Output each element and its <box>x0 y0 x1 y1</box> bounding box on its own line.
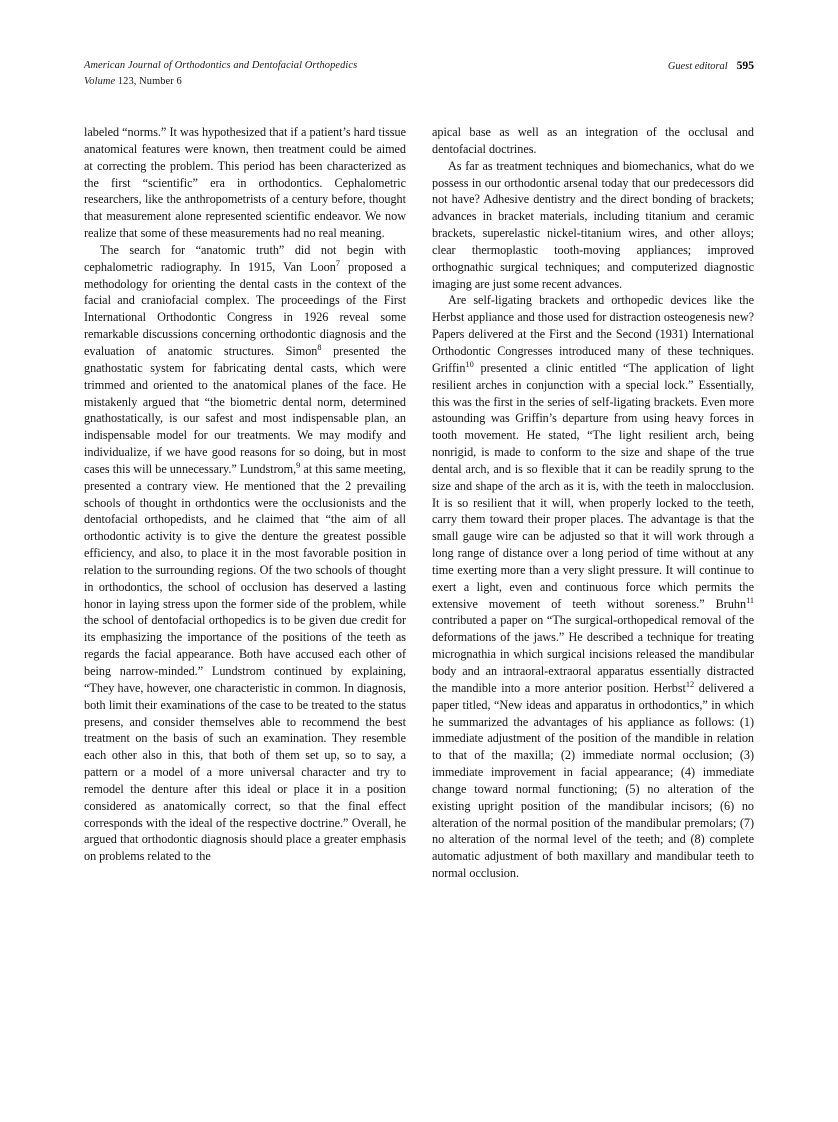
section-label: Guest editoral <box>667 61 728 72</box>
running-head-left <box>84 58 357 89</box>
reference-marker: 9 <box>296 460 301 470</box>
volume-number: 123, Number 6 <box>117 75 182 87</box>
para-self-ligating: Are self-ligating brackets and orthopedic devices like the Herbst appliance and those used for distraction osteogenesis new? Papers delivered at the First and the Second (1931) International Orthodontic Congresses introduced many of these techniques. Griffin$^{10}$ presented a clinic entitled “The application of light resilient arches in conjunction with a special lock.” Essentially, this was the first in the series of self-ligating brackets. Even more astounding was Griffin’s departure from using heavy forces in tooth movement. He stated, “The light resilient arch, being nonrigid, is made to conform to the size and shape of the true dental arch, and is so flexible that it can be readily sprung to the size and shape of the arch as it is, with the teeth in malocclusion. It is so resilient that it will, when properly locked to the teeth, carry them toward their proper places. The advantage is that the small gauge wire can be adjusted so that it will work through a long range of distance over a long period of time without at any time exerting more than a very slight pressure. It will continue to exert a light, even and continuous force which permits the extensive movement of teeth without soreness.” Bruhn$^{11}$ contributed a paper on “The surgical-orthopedical removal of the deformations of the jaws.” He described a technique for treating micrognathia in which surgical incisions released the mandibular body and an intraoral-extraoral apparatus essentially distracted the mandible into a more anterior position. Herbst$^{12}$ delivered a paper titled, “New ideas and apparatus in orthodontics,” in which he summarized the advantages of his appliance as follows: (1) immediate adjustment of the position of the mandible in relation to that of the maxilla; (2) immediate normal occlusion; (3) immediate improvement in facial appearance; (4) immediate change toward normal functioning; (5) no alteration of the existing upright position of the mandibular incisors; (6) no alteration of the normal position of the mandibular premolars; (7) no alteration of the normal level of the teeth; and (8) complete automatic adjustment of both maxillary and mandibular teeth to normal occlusion. <box>432 293 754 881</box>
left-column <box>84 124 406 1054</box>
reference-marker: 11 <box>746 595 754 605</box>
para-norms: labeled “norms.” It was hypothesized that if a patient’s hard tissue anatomical features were known, then treatment could be aimed at correcting the problem. This period has been characterized as the first “scientific” era in orthodontics. Cephalometric researchers, like the anthropometrists of a century before, thought that measurement alone represented scientific endeavor. We now realize that some of these measurements had no real meaning. <box>84 125 406 241</box>
para-anatomic-truth: The search for “anatomic truth” did not begin with cephalometric radiography. In 1915, Van Loon$^7$ proposed a methodology for orienting the dental casts in the context of the facial and craniofacial complex. The proceedings of the First International Orthodontic Congress in 1926 reveal some remarkable discussions concerning orthodontic diagnosis and the evaluation of anatomic structures. Simon$^8$ presented the gnathostatic system for fabricating dental casts, which were trimmed and oriented to the anatomical planes of the face. He mistakenly argued that “the biometric dental norm, determined gnathostatically, is our safest and most indispensable plan, an indispensable model for our treatments. We may modify and individualize, if we have good reasons for so doing, but in most cases this will be unnecessary.” Lundstrom,$^9$ at this same meeting, presented a contrary view. He mentioned that the 2 prevailing schools of thought in orthdontics were the occlusionists and the dentofacial orthopedists, and he claimed that “the aim of all orthodontic activity is to give the denture the greatest possible efficiency, and also, to place it in the most favorable position in relation to the surrounding regions. Of the two schools of thought in orthodontics, the school of occlusion has deserved a lasting honor in laying stress upon the former side of the problem, while the school of dentofacial orthopedics is to be given due credit for its emphasizing the importance of the positions of the teeth as regards the facial appearance. Both have accused each other of being narrow-minded.” Lundstrom continued by explaining, “They have, however, one characteristic in common. In diagnosis, both limit their examinations of the case to be treated to the status presens, and consider themselves able to recommend the best treatment on the basis of such an examination. They resemble each other also in this, that both of them set up, so to say, a pattern or a model of a more universal character and try to remodel the denture after this ideal or place it in a position considered as anatomically correct, so that the final effect corresponds with the ideal of the respective doctrine.” Overall, he argued that orthodontic diagnosis should place a greater emphasis on problems related to the <box>84 242 406 864</box>
para-apical-base: apical base as well as an integration of the occlusal and dentofacial doctrines. <box>432 125 754 156</box>
right-column <box>432 124 754 1054</box>
journal-title: American Journal of Orthodontics and Dentofacial Orthopedics <box>84 60 358 71</box>
reference-marker: 12 <box>685 679 695 689</box>
running-head-right <box>668 58 754 75</box>
para-treatment-techniques: As far as treatment techniques and biomechanics, what do we possess in our orthodontic arsenal today that our predecessors did not have? Adhesive dentistry and the direct bonding of brackets; advances in bracket materials, including titanium and ceramic brackets, superelastic nickel-titanium wires, and other alloys; clear thermoplastic tooth-moving appliances; improved orthognathic surgical techniques; and computerized diagnostic imaging are just some recent advances. <box>432 158 754 291</box>
page-number: 595 <box>736 59 754 72</box>
running-head <box>84 58 754 89</box>
article-body <box>84 124 754 1054</box>
volume-word: Volume <box>84 75 116 87</box>
reference-marker: 10 <box>465 359 474 369</box>
reference-marker: 7 <box>335 258 340 268</box>
volume-issue-line <box>84 74 357 90</box>
reference-marker: 8 <box>317 342 322 352</box>
